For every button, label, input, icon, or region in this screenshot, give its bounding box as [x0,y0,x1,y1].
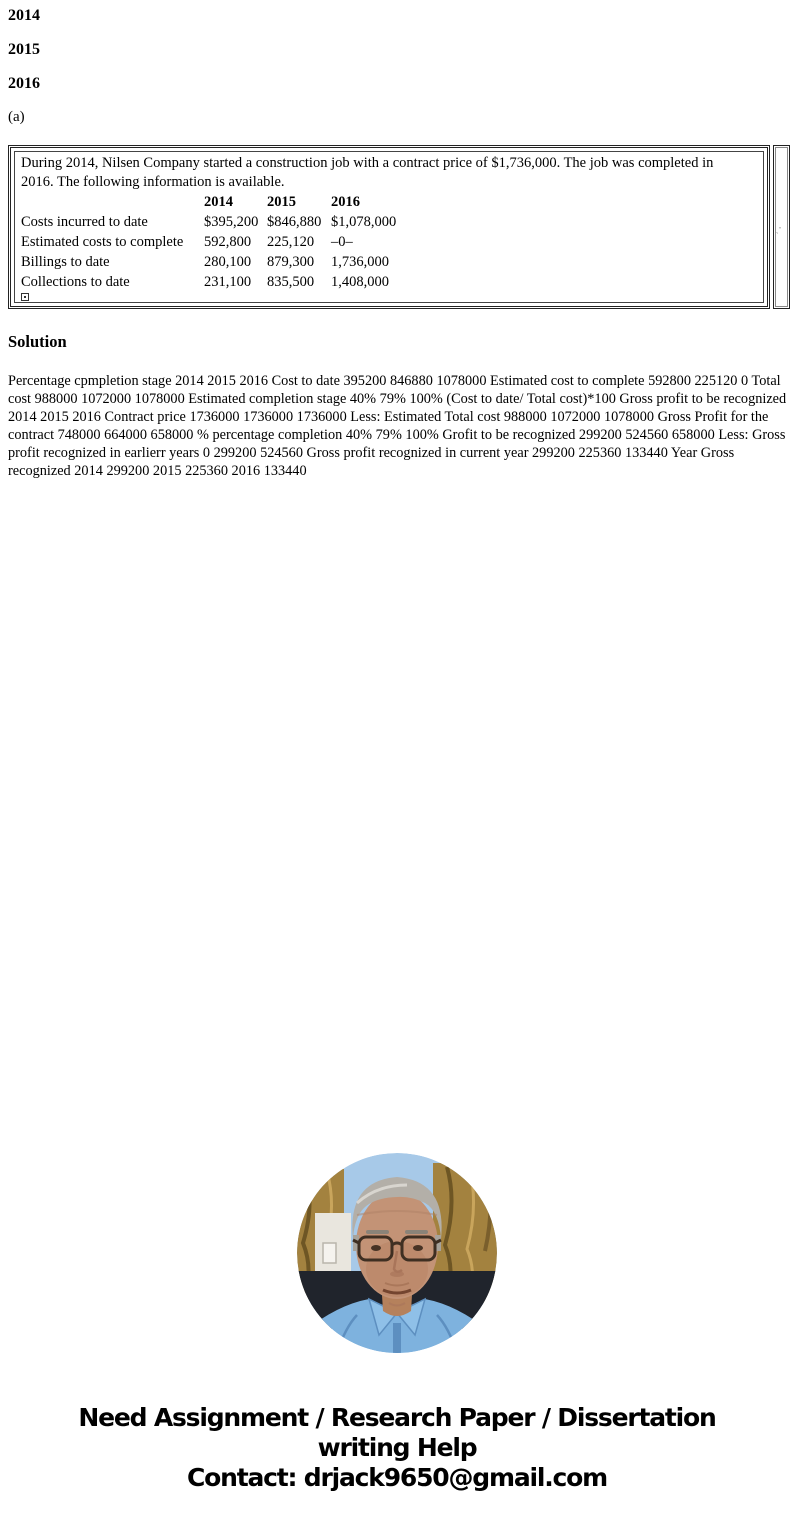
cell-value: 835,500 [267,274,315,290]
year-heading-2016: 2016 [8,75,40,92]
footer-line-1: Need Assignment / Research Paper / Dissertation [78,1403,716,1432]
row-label: Collections to date [21,274,130,290]
tutor-photo-illustration [297,1153,497,1353]
table-row [21,232,757,252]
table-row [21,252,757,272]
solution-body-text: Percentage cpmpletion stage 2014 2015 2016 Cost to date 395200 846880 1078000 Estimated cost to complete 592800 225120 0 Total cost 988000 1072000 1078000 Estimated completion stage 40% 79% 100% (Cost to date/ Total cost)*100 Gross profit to be recognized 2014 2015 2016 Contract price 1736000 1736000 1736000 Less: Estimated Total cost 988000 1072000 1078000 Gross Profit for the contract 748000 664000 658000 % percentage completion 40% 79% 100% Grofit to be recognized 299200 524560 658000 Less: Gross profit recognized in earlierr years 0 299200 524560 Gross profit recognized in current year 299200 225360 133440 Year Gross recognized 2014 299200 2015 225360 2016 133440 [8,373,787,479]
row-label: Estimated costs to complete [21,234,184,250]
table-header-row [21,192,757,212]
box-side-scrollbar[interactable] [773,145,790,309]
year-heading-2014: 2014 [8,7,40,24]
problem-data-table [21,192,757,292]
cell-value: $1,078,000 [331,214,397,230]
footer-promo [0,1403,794,1493]
cell-value: 592,800 [204,234,252,250]
solution-heading: Solution [8,332,67,351]
scrollbar-marks: ˏ' [776,226,782,234]
tutor-photo [297,1153,497,1353]
table-row [21,272,757,292]
problem-statement-box [8,145,770,309]
cell-value: 879,300 [267,254,315,270]
part-a-label: (a) [8,109,25,125]
cell-value: 280,100 [204,254,252,270]
column-header-2014: 2014 [204,194,233,210]
cell-value: $395,200 [204,214,259,230]
cell-value: –0– [331,234,353,250]
cell-value: 225,120 [267,234,315,250]
table-row [21,212,757,232]
cell-value: $846,880 [267,214,322,230]
object-handle-icon[interactable] [21,293,29,301]
problem-intro-text: During 2014, Nilsen Company started a construction job with a contract price of $1,736,000. The job was completed in 2016. The following information is available. [21,155,714,190]
column-header-2016: 2016 [331,194,360,210]
column-header-2015: 2015 [267,194,296,210]
year-heading-2015: 2015 [8,41,40,58]
row-label: Billings to date [21,254,110,270]
table-header-spacer [21,192,204,212]
cell-value: 1,736,000 [331,254,389,270]
problem-box-inner-border [10,147,768,307]
row-label: Costs incurred to date [21,214,148,230]
footer-contact-email: Contact: drjack9650@gmail.com [187,1463,607,1492]
footer-line-2: writing Help [317,1433,477,1462]
problem-box-content [14,151,764,303]
cell-value: 1,408,000 [331,274,389,290]
cell-value: 231,100 [204,274,252,290]
